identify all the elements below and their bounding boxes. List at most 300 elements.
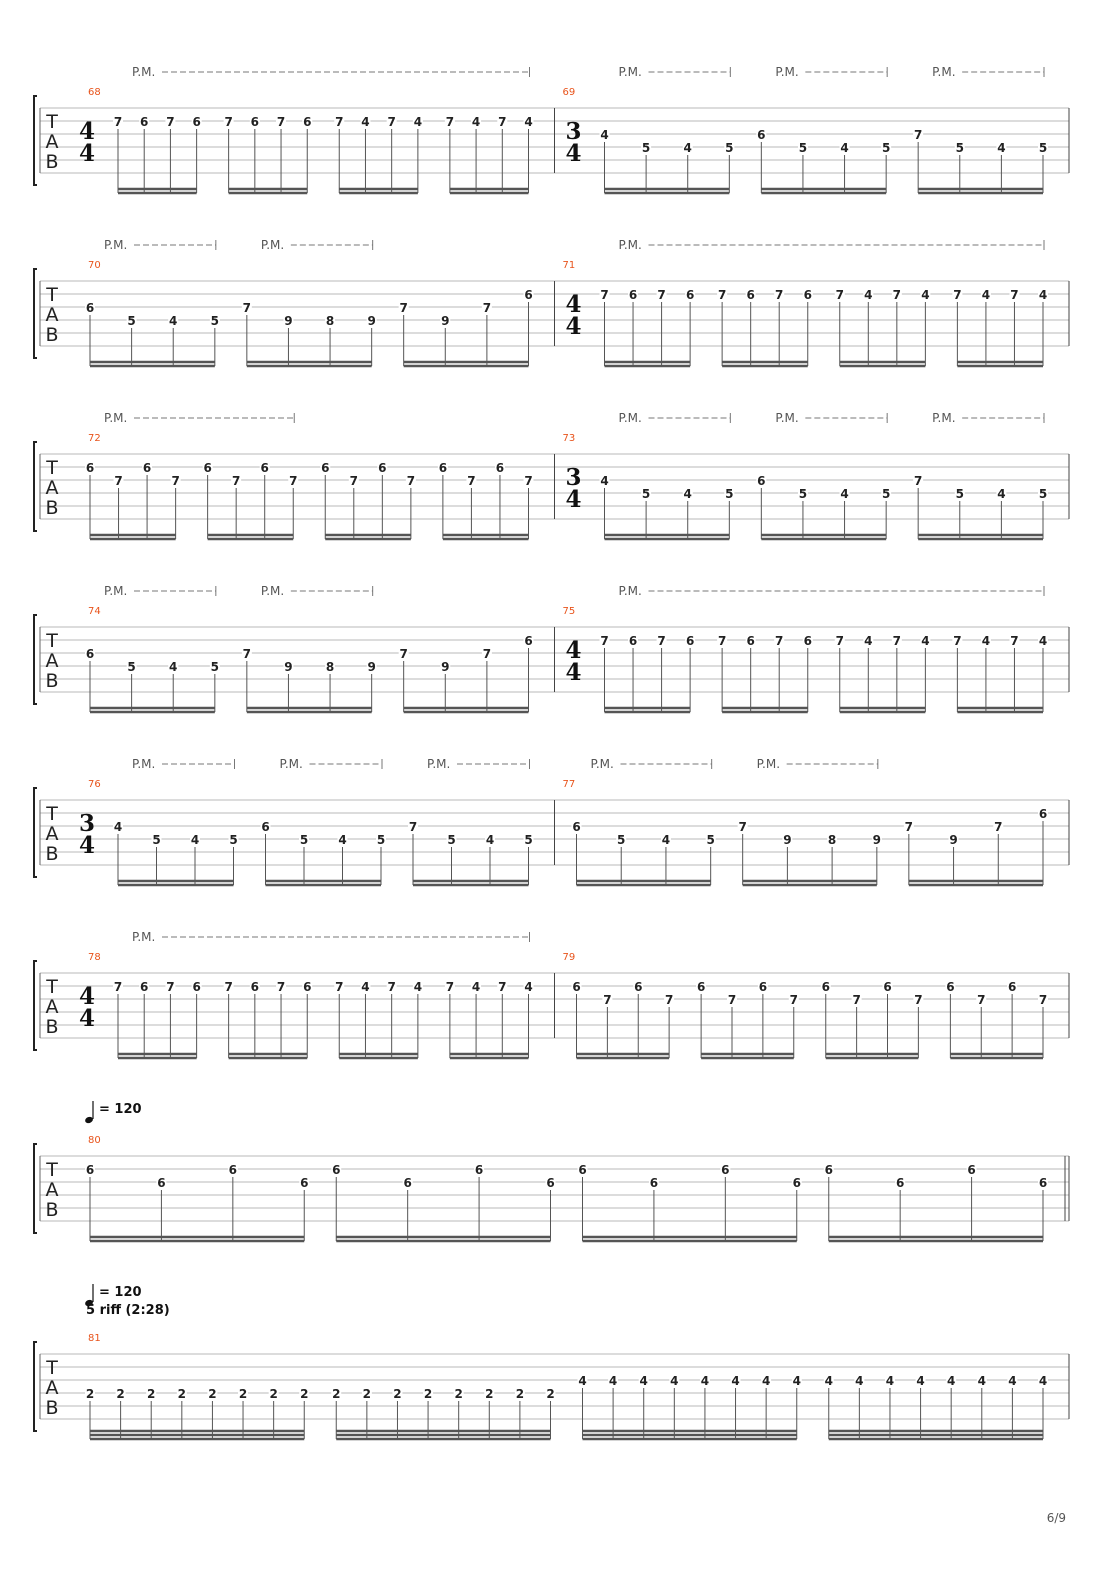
fret-number: 2 [423, 1387, 433, 1401]
fret-number: 7 [166, 115, 175, 129]
measure-number: 69 [562, 87, 576, 98]
fret-number: 4 [361, 980, 370, 994]
fret-number: 6 [1038, 1176, 1048, 1190]
time-signature-bottom: 4 [78, 1005, 96, 1032]
fret-number: 7 [835, 634, 844, 648]
fret-number: 6 [228, 1163, 238, 1177]
tab-clef-letter: T [46, 803, 58, 825]
fret-number: 4 [864, 634, 873, 648]
systems-layer [34, 65, 1069, 1439]
measure-number: 75 [562, 606, 576, 617]
fret-number: 6 [685, 288, 695, 302]
fret-number: 5 [1038, 487, 1048, 501]
fret-number: 5 [641, 141, 651, 155]
tempo-marking: = 120 [99, 1285, 142, 1300]
fret-number: 7 [335, 115, 344, 129]
palm-mute-label: P.M. [756, 757, 781, 771]
fret-number: 7 [387, 980, 396, 994]
fret-number: 6 [883, 980, 892, 994]
palm-mute-label: P.M. [132, 757, 156, 771]
fret-number: 6 [721, 1163, 730, 1177]
fret-number: 6 [685, 634, 695, 648]
fret-number: 7 [657, 288, 666, 302]
time-signature-top: 4 [78, 983, 96, 1010]
palm-mute-label: P.M. [932, 65, 956, 79]
fret-number: 4 [840, 141, 849, 155]
fret-number: 4 [792, 1374, 801, 1388]
fret-number: 2 [177, 1387, 187, 1401]
fret-number: 6 [140, 115, 149, 129]
palm-mute-label: P.M. [279, 757, 303, 771]
fret-number: 4 [1008, 1374, 1017, 1388]
fret-number: 5 [725, 141, 734, 155]
fret-number: 4 [700, 1374, 710, 1388]
tab-clef-letter: A [45, 1377, 59, 1399]
fret-number: 6 [746, 288, 755, 302]
quarter-note-icon [84, 1116, 94, 1124]
fret-number: 6 [649, 1176, 659, 1190]
fret-number: 6 [757, 128, 766, 142]
fret-number: 7 [717, 634, 727, 648]
fret-number: 5 [152, 833, 161, 847]
palm-mute-label: P.M. [932, 411, 956, 425]
fret-number: 7 [1010, 634, 1019, 648]
tab-system [34, 757, 1069, 885]
palm-mute-label: P.M. [590, 757, 614, 771]
fret-number: 4 [608, 1374, 618, 1388]
fret-number: 6 [85, 301, 95, 315]
tab-clef-letter: A [45, 304, 59, 326]
tab-clef-letter: A [45, 477, 59, 499]
system-bracket [34, 615, 37, 704]
fret-number: 5 [210, 314, 220, 328]
fret-number: 7 [852, 993, 861, 1007]
tab-system [34, 584, 1069, 712]
fret-number: 7 [387, 115, 396, 129]
fret-number: 4 [916, 1374, 925, 1388]
fret-number: 6 [524, 634, 533, 648]
fret-number: 5 [376, 833, 386, 847]
fret-number: 2 [85, 1387, 95, 1401]
tab-clef-letter: B [45, 670, 59, 692]
palm-mute-label: P.M. [427, 757, 451, 771]
fret-number: 6 [321, 461, 330, 475]
fret-number: 7 [349, 474, 358, 488]
fret-number: 6 [803, 288, 812, 302]
fret-number: 6 [261, 820, 270, 834]
fret-number: 2 [147, 1387, 156, 1401]
fret-number: 4 [600, 128, 609, 142]
fret-number: 7 [276, 115, 286, 129]
palm-mute-label: P.M. [775, 65, 799, 79]
fret-number: 7 [913, 474, 923, 488]
time-signature-top: 3 [565, 464, 582, 491]
fret-number: 7 [335, 980, 344, 994]
fret-number: 6 [303, 115, 312, 129]
tab-system [34, 930, 1069, 1058]
fret-number: 7 [953, 288, 962, 302]
fret-number: 6 [634, 980, 643, 994]
fret-number: 4 [1038, 634, 1048, 648]
fret-number: 6 [572, 820, 581, 834]
palm-mute-label: P.M. [132, 65, 156, 79]
fret-number: 7 [171, 474, 180, 488]
fret-number: 7 [913, 128, 923, 142]
palm-mute-label: P.M. [618, 65, 642, 79]
fret-number: 7 [914, 993, 923, 1007]
tab-clef-letter: T [46, 1159, 58, 1181]
tab-clef-letter: A [45, 996, 59, 1018]
tab-system [34, 1101, 1069, 1241]
fret-number: 7 [600, 288, 609, 302]
fret-number: 7 [166, 980, 175, 994]
fret-number: 9 [284, 314, 293, 328]
fret-number: 6 [803, 634, 812, 648]
fret-number: 6 [628, 634, 638, 648]
fret-number: 5 [299, 833, 309, 847]
fret-number: 4 [113, 820, 123, 834]
fret-number: 2 [515, 1387, 525, 1401]
fret-number: 7 [467, 474, 476, 488]
tab-clef-letter: T [46, 630, 58, 652]
fret-number: 9 [367, 314, 376, 328]
measure-number: 72 [88, 433, 101, 444]
system-bracket [34, 1342, 37, 1431]
tab-system [34, 238, 1069, 366]
tab-clef-letter: A [45, 131, 59, 153]
fret-number: 6 [300, 1176, 309, 1190]
fret-number: 6 [546, 1176, 555, 1190]
fret-number: 7 [498, 980, 507, 994]
system-bracket [34, 1144, 37, 1233]
fret-number: 7 [524, 474, 533, 488]
fret-number: 7 [399, 301, 408, 315]
palm-mute-label: P.M. [132, 930, 156, 944]
fret-number: 8 [325, 314, 335, 328]
fret-number: 4 [190, 833, 200, 847]
tempo-marking: = 120 [99, 1102, 142, 1117]
system-bracket [34, 961, 37, 1050]
fret-number: 6 [495, 461, 505, 475]
fret-number: 4 [471, 115, 481, 129]
time-signature-top: 4 [565, 291, 582, 318]
fret-number: 7 [113, 115, 123, 129]
fret-number: 4 [413, 980, 423, 994]
tab-system [34, 1284, 1069, 1439]
fret-number: 7 [738, 820, 747, 834]
fret-number: 9 [441, 660, 450, 674]
fret-number: 2 [454, 1387, 463, 1401]
measure-number: 68 [88, 87, 101, 98]
fret-number: 4 [921, 288, 930, 302]
fret-number: 6 [524, 288, 533, 302]
fret-number: 5 [1038, 141, 1048, 155]
time-signature-top: 4 [565, 637, 582, 664]
fret-number: 6 [142, 461, 152, 475]
system-bracket [34, 442, 37, 531]
fret-number: 4 [661, 833, 671, 847]
fret-number: 6 [192, 980, 201, 994]
fret-number: 7 [224, 115, 233, 129]
fret-number: 4 [921, 634, 930, 648]
tab-clef-letter: B [45, 843, 59, 865]
tab-clef-letter: T [46, 976, 58, 998]
fret-number: 7 [445, 115, 455, 129]
fret-number: 6 [895, 1176, 905, 1190]
tab-clef-letter: B [45, 1397, 59, 1419]
fret-number: 6 [332, 1163, 341, 1177]
time-signature-top: 3 [78, 810, 96, 837]
fret-number: 6 [85, 461, 95, 475]
fret-number: 4 [1038, 1374, 1048, 1388]
measure-number: 81 [88, 1333, 101, 1344]
fret-number: 5 [706, 833, 715, 847]
fret-number: 7 [892, 634, 902, 648]
fret-number: 7 [289, 474, 298, 488]
fret-number: 7 [727, 993, 737, 1007]
measure-number: 74 [88, 606, 101, 617]
tab-clef-letter: B [45, 151, 59, 173]
fret-number: 7 [600, 634, 609, 648]
fret-number: 6 [192, 115, 201, 129]
palm-mute-label: P.M. [775, 411, 799, 425]
fret-number: 4 [578, 1374, 587, 1388]
page-number: 6/9 [1046, 1511, 1066, 1525]
fret-number: 4 [855, 1374, 864, 1388]
measure-number: 77 [562, 779, 576, 790]
fret-number: 4 [169, 660, 178, 674]
fret-number: 8 [325, 660, 335, 674]
fret-number: 6 [85, 1163, 95, 1177]
fret-number: 2 [362, 1387, 372, 1401]
measure-number: 73 [562, 433, 576, 444]
palm-mute-label: P.M. [104, 238, 128, 252]
fret-number: 7 [482, 301, 492, 315]
fret-number: 4 [639, 1374, 648, 1388]
fret-number: 7 [399, 647, 408, 661]
fret-number: 5 [798, 141, 808, 155]
fret-number: 6 [967, 1163, 976, 1177]
tab-clef-letter: T [46, 1357, 58, 1379]
fret-number: 7 [224, 980, 233, 994]
fret-number: 5 [881, 487, 891, 501]
fret-number: 6 [572, 980, 581, 994]
time-signature-bottom: 4 [565, 313, 582, 340]
fret-number: 7 [242, 301, 252, 315]
time-signature-top: 3 [565, 118, 582, 145]
fret-number: 7 [445, 980, 455, 994]
fret-number: 2 [485, 1387, 494, 1401]
time-signature-top: 4 [78, 118, 96, 145]
measure-number: 79 [562, 952, 576, 963]
fret-number: 7 [953, 634, 962, 648]
fret-number: 4 [946, 1374, 956, 1388]
palm-mute-label: P.M. [618, 584, 642, 598]
fret-number: 4 [524, 115, 533, 129]
fret-number: 6 [438, 461, 448, 475]
fret-number: 2 [269, 1387, 278, 1401]
fret-number: 4 [670, 1374, 679, 1388]
fret-number: 5 [725, 487, 734, 501]
fret-number: 6 [757, 474, 766, 488]
fret-number: 4 [981, 288, 991, 302]
palm-mute-label: P.M. [618, 238, 642, 252]
fret-number: 7 [482, 647, 492, 661]
fret-number: 7 [775, 634, 784, 648]
system-bracket [34, 788, 37, 877]
fret-number: 6 [578, 1163, 587, 1177]
fret-number: 7 [1010, 288, 1019, 302]
time-signature-bottom: 4 [78, 140, 96, 167]
measure-number: 78 [88, 952, 101, 963]
tab-clef-letter: B [45, 1016, 59, 1038]
system-bracket [34, 96, 37, 185]
fret-number: 7 [775, 288, 784, 302]
fret-number: 4 [761, 1374, 771, 1388]
fret-number: 7 [408, 820, 418, 834]
fret-number: 9 [872, 833, 882, 847]
fret-number: 6 [403, 1176, 412, 1190]
fret-number: 9 [949, 833, 958, 847]
fret-number: 7 [657, 634, 666, 648]
fret-number: 2 [238, 1387, 248, 1401]
fret-number: 7 [114, 474, 123, 488]
tab-clef-letter: T [46, 111, 58, 133]
fret-number: 6 [203, 461, 212, 475]
fret-number: 6 [696, 980, 706, 994]
fret-number: 6 [792, 1176, 801, 1190]
tab-clef-letter: B [45, 324, 59, 346]
fret-number: 4 [997, 141, 1006, 155]
fret-number: 8 [827, 833, 837, 847]
fret-number: 4 [600, 474, 609, 488]
fret-number: 7 [406, 474, 416, 488]
fret-number: 4 [1038, 288, 1048, 302]
fret-number: 4 [840, 487, 849, 501]
fret-number: 4 [471, 980, 481, 994]
fret-number: 7 [717, 288, 727, 302]
fret-number: 7 [603, 993, 612, 1007]
fret-number: 5 [524, 833, 533, 847]
fret-number: 4 [824, 1374, 833, 1388]
fret-number: 7 [276, 980, 286, 994]
time-signature-bottom: 4 [565, 140, 582, 167]
time-signature-bottom: 4 [565, 659, 582, 686]
fret-number: 7 [231, 474, 241, 488]
fret-number: 6 [85, 647, 95, 661]
fret-number: 6 [1007, 980, 1017, 994]
tab-clef-letter: T [46, 284, 58, 306]
fret-number: 6 [250, 115, 260, 129]
fret-number: 9 [284, 660, 293, 674]
palm-mute-label: P.M. [104, 411, 128, 425]
tab-clef-letter: A [45, 650, 59, 672]
fret-number: 4 [731, 1374, 740, 1388]
fret-number: 5 [210, 660, 220, 674]
tab-clef-letter: B [45, 497, 59, 519]
fret-number: 2 [208, 1387, 217, 1401]
fret-number: 4 [524, 980, 533, 994]
system-bracket [34, 269, 37, 358]
fret-number: 7 [113, 980, 123, 994]
fret-number: 6 [824, 1163, 833, 1177]
fret-number: 4 [981, 634, 991, 648]
fret-number: 4 [997, 487, 1006, 501]
fret-number: 7 [498, 115, 507, 129]
fret-number: 7 [664, 993, 674, 1007]
tab-clef-letter: B [45, 1199, 59, 1221]
fret-number: 5 [881, 141, 891, 155]
fret-number: 7 [977, 993, 986, 1007]
fret-number: 4 [485, 833, 495, 847]
fret-number: 7 [1038, 993, 1048, 1007]
time-signature-bottom: 4 [78, 832, 96, 859]
fret-number: 6 [474, 1163, 484, 1177]
fret-number: 5 [955, 141, 964, 155]
palm-mute-label: P.M. [104, 584, 128, 598]
tab-clef-letter: A [45, 1179, 59, 1201]
fret-number: 5 [798, 487, 808, 501]
palm-mute-label: P.M. [260, 584, 285, 598]
fret-number: 7 [892, 288, 902, 302]
fret-number: 4 [413, 115, 423, 129]
fret-number: 4 [361, 115, 370, 129]
tab-system [34, 411, 1069, 539]
fret-number: 2 [300, 1387, 309, 1401]
palm-mute-label: P.M. [260, 238, 285, 252]
fret-number: 9 [441, 314, 450, 328]
fret-number: 7 [994, 820, 1003, 834]
fret-number: 7 [835, 288, 844, 302]
fret-number: 6 [250, 980, 260, 994]
fret-number: 6 [946, 980, 955, 994]
fret-number: 5 [127, 660, 136, 674]
fret-number: 7 [904, 820, 914, 834]
fret-number: 4 [864, 288, 873, 302]
tab-clef-letter: A [45, 823, 59, 845]
tab-system [34, 65, 1069, 193]
fret-number: 7 [242, 647, 252, 661]
measure-number: 80 [88, 1135, 101, 1146]
fret-number: 6 [378, 461, 387, 475]
fret-number: 4 [683, 487, 692, 501]
fret-number: 9 [783, 833, 792, 847]
fret-number: 7 [789, 993, 798, 1007]
fret-number: 6 [628, 288, 638, 302]
fret-number: 2 [116, 1387, 125, 1401]
fret-number: 6 [746, 634, 755, 648]
fret-number: 5 [641, 487, 651, 501]
measure-number: 70 [88, 260, 101, 271]
section-marker: 5 riff (2:28) [86, 1303, 170, 1318]
palm-mute-label: P.M. [618, 411, 642, 425]
fret-number: 4 [338, 833, 347, 847]
fret-number: 6 [303, 980, 312, 994]
fret-number: 6 [260, 461, 269, 475]
fret-number: 6 [758, 980, 768, 994]
fret-number: 4 [169, 314, 178, 328]
fret-number: 6 [140, 980, 149, 994]
tab-clef-letter: T [46, 457, 58, 479]
fret-number: 6 [821, 980, 830, 994]
fret-number: 5 [955, 487, 964, 501]
fret-number: 6 [157, 1176, 166, 1190]
fret-number: 5 [617, 833, 626, 847]
fret-number: 4 [977, 1374, 986, 1388]
fret-number: 2 [393, 1387, 402, 1401]
fret-number: 4 [885, 1374, 895, 1388]
fret-number: 4 [683, 141, 692, 155]
